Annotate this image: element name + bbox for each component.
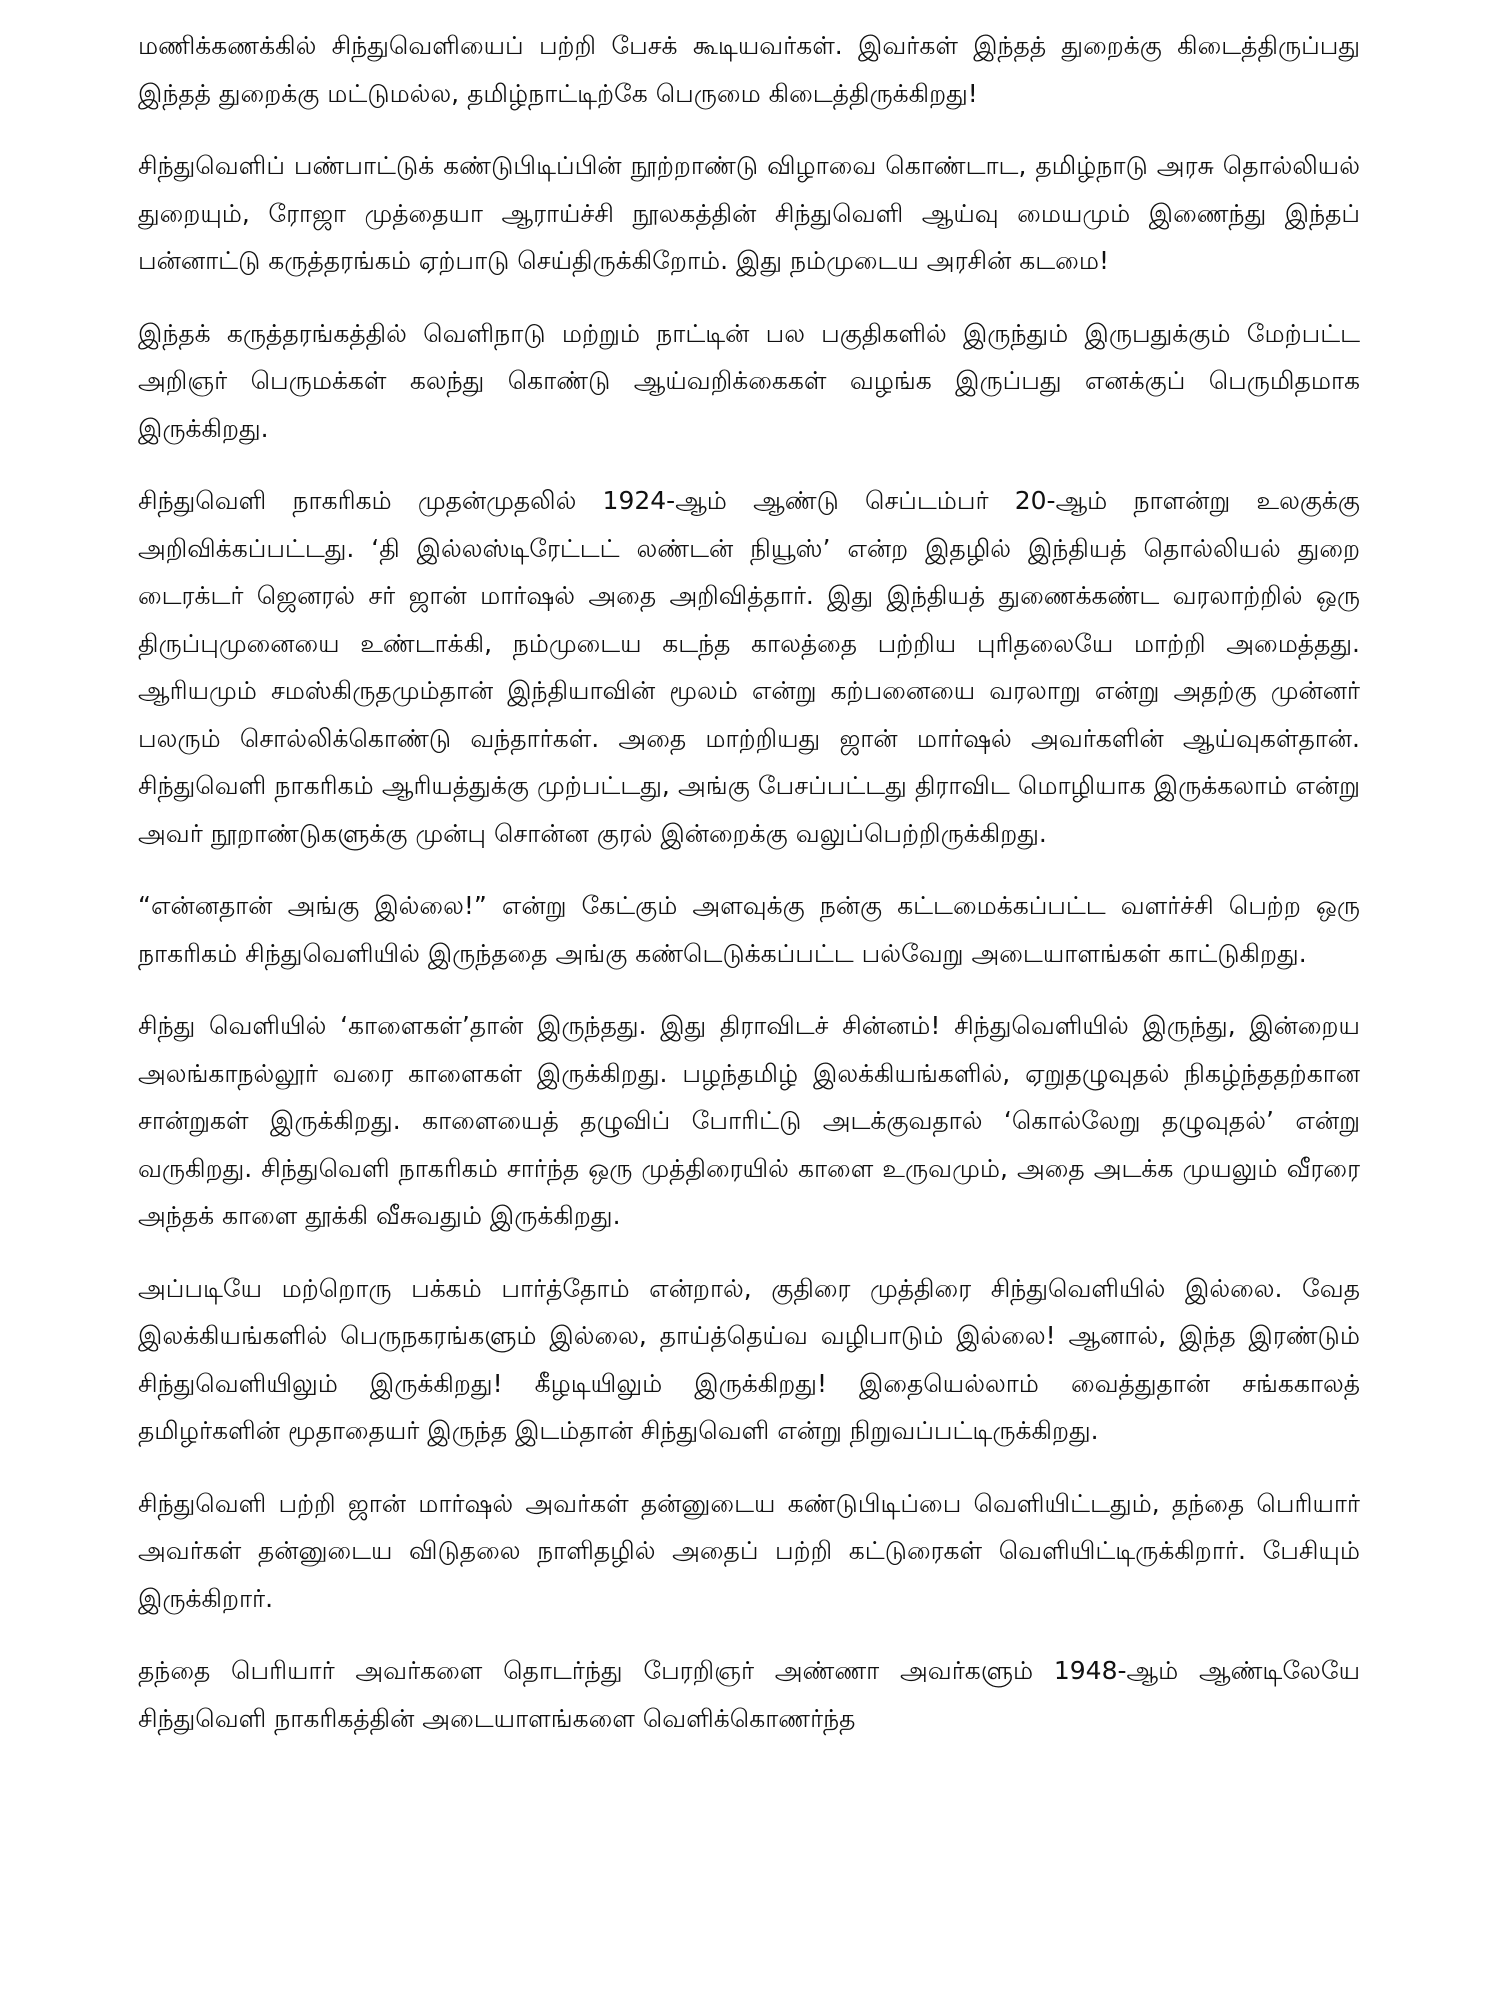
- paragraph: சிந்துவெளி நாகரிகம் முதன்முதலில் 1924-ஆம் ஆண்டு செப்டம்பர் 20-ஆம் நாளன்று உலகுக்கு அறிவிக்கப்பட்டது. ‘தி இல்லஸ்டிரேட்டட் லண்டன் நியூஸ்’ என்ற இதழில் இந்தியத் தொல்லியல் துறை டைரக்டர் ஜெனரல் சர் ஜான் மார்ஷல் அதை அறிவித்தார். இது இந்தியத் துணைக்கண்ட வரலாற்றில் ஒரு திருப்புமுனையை உண்டாக்கி, நம்முடைய கடந்த காலத்தை பற்றிய புரிதலையே மாற்றி அமைத்தது. ஆரியமும் சமஸ்கிருதமும்தான் இந்தியாவின் மூலம் என்று கற்பனையை வரலாறு என்று அதற்கு முன்னர் பலரும் சொல்லிக்கொண்டு வந்தார்கள். அதை மாற்றியது ஜான் மார்ஷல் அவர்களின் ஆய்வுகள்தான். சிந்துவெளி நாகரிகம் ஆரியத்துக்கு முற்பட்டது, அங்கு பேசப்பட்டது திராவிட மொழியாக இருக்கலாம் என்று அவர் நூறாண்டுகளுக்கு முன்பு சொன்ன குரல் இன்றைக்கு வலுப்பெற்றிருக்கிறது.: [138, 486, 1360, 848]
- paragraph: சிந்துவெளிப் பண்பாட்டுக் கண்டுபிடிப்பின் நூற்றாண்டு விழாவை கொண்டாட, தமிழ்நாடு அரசு தொல்லியல் துறையும், ரோஜா முத்தையா ஆராய்ச்சி நூலகத்தின் சிந்துவெளி ஆய்வு மையமும் இணைந்து இந்தப் பன்னாட்டு கருத்தரங்கம் ஏற்பாடு செய்திருக்கிறோம். இது நம்முடைய அரசின் கடமை!: [138, 151, 1360, 275]
- paragraph: இந்தக் கருத்தரங்கத்தில் வெளிநாடு மற்றும் நாட்டின் பல பகுதிகளில் இருந்தும் இருபதுக்கும் மேற்பட்ட அறிஞர் பெருமக்கள் கலந்து கொண்டு ஆய்வறிக்கைகள் வழங்க இருப்பது எனக்குப் பெருமிதமாக இருக்கிறது.: [138, 318, 1360, 443]
- paragraph: தந்தை பெரியார் அவர்களை தொடர்ந்து பேரறிஞர் அண்ணா அவர்களும் 1948-ஆம் ஆண்டிலேயே சிந்துவெளி நாகரிகத்தின் அடையாளங்களை வெளிக்கொணர்ந்த: [138, 1656, 1360, 1733]
- paragraph: மணிக்கணக்கில் சிந்துவெளியைப் பற்றி பேசக் கூடியவர்கள். இவர்கள் இந்தத் துறைக்கு கிடைத்திருப்பது இந்தத் துறைக்கு மட்டுமல்ல, தமிழ்நாட்டிற்கே பெருமை கிடைத்திருக்கிறது!: [138, 31, 1360, 108]
- paragraph: “என்னதான் அங்கு இல்லை!” என்று கேட்கும் அளவுக்கு நன்கு கட்டமைக்கப்பட்ட வளர்ச்சி பெற்ற ஒரு நாகரிகம் சிந்துவெளியில் இருந்ததை அங்கு கண்டெடுக்கப்பட்ட பல்வேறு அடையாளங்கள் காட்டுகிறது.: [138, 891, 1360, 968]
- paragraph: சிந்துவெளி பற்றி ஜான் மார்ஷல் அவர்கள் தன்னுடைய கண்டுபிடிப்பை வெளியிட்டதும், தந்தை பெரியார் அவர்கள் தன்னுடைய விடுதலை நாளிதழில் அதைப் பற்றி கட்டுரைகள் வெளியிட்டிருக்கிறார். பேசியும் இருக்கிறார்.: [138, 1488, 1360, 1613]
- paragraph: அப்படியே மற்றொரு பக்கம் பார்த்தோம் என்றால், குதிரை முத்திரை சிந்துவெளியில் இல்லை. வேத இலக்கியங்களில் பெருநகரங்களும் இல்லை, தாய்த்தெய்வ வழிபாடும் இல்லை! ஆனால், இந்த இரண்டும் சிந்துவெளியிலும் இருக்கிறது! கீழடியிலும் இருக்கிறது! இதையெல்லாம் வைத்துதான் சங்ககாலத் தமிழர்களின் மூதாதையர் இருந்த இடம்தான் சிந்துவெளி என்று நிறுவப்பட்டிருக்கிறது.: [138, 1273, 1360, 1445]
- paragraph: சிந்து வெளியில் ‘காளைகள்’தான் இருந்தது. இது திராவிடச் சின்னம்! சிந்துவெளியில் இருந்து, இன்றைய அலங்காநல்லூர் வரை காளைகள் இருக்கிறது. பழந்தமிழ் இலக்கியங்களில், ஏறுதழுவுதல் நிகழ்ந்ததற்கான சான்றுகள் இருக்கிறது. காளையைத் தழுவிப் போரிட்டு அடக்குவதால் ‘கொல்லேறு தழுவுதல்’ என்று வருகிறது. சிந்துவெளி நாகரிகம் சார்ந்த ஒரு முத்திரையில் காளை உருவமும், அதை அடக்க முயலும் வீரரை அந்தக் காளை தூக்கி வீசுவதும் இருக்கிறது.: [138, 1011, 1360, 1230]
- document-page: [138, 22, 1360, 1767]
